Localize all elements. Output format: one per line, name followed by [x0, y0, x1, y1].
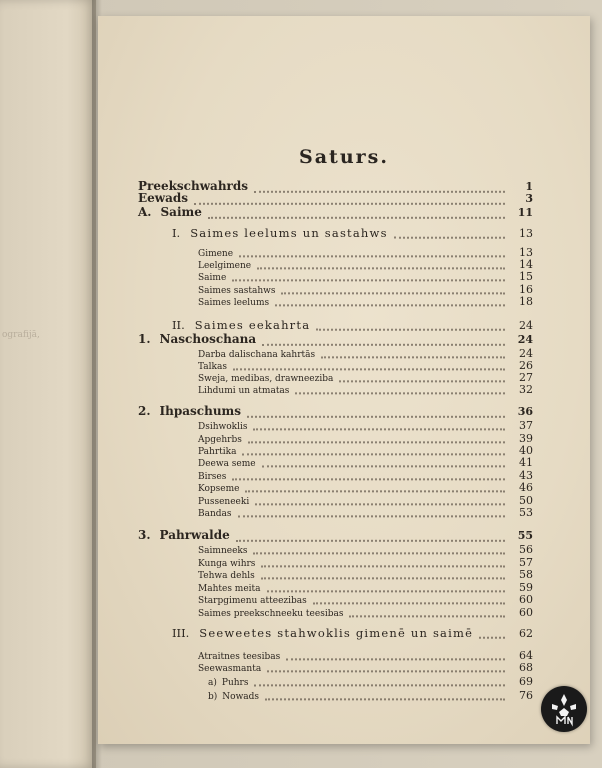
toc-entry — [198, 593, 533, 606]
toc-entry-title: Darba dalischana kahrtās — [198, 350, 316, 360]
toc-dot-leader — [257, 262, 505, 269]
toc-dot-leader — [194, 195, 505, 204]
toc-dot-leader — [208, 209, 505, 218]
toc-entry — [198, 481, 533, 494]
toc-dot-leader — [316, 322, 505, 331]
toc-page-number: 14 — [519, 258, 533, 271]
toc-dot-leader — [245, 485, 505, 492]
toc-entry-title: Seewasmanta — [198, 664, 262, 674]
toc-dot-leader — [313, 597, 505, 604]
toc-entry — [172, 626, 533, 640]
toc-entry-title: Saime — [198, 273, 227, 283]
toc-entry-title: Apgehrbs — [198, 435, 242, 445]
toc-page-number: 13 — [519, 227, 533, 240]
toc-dot-leader — [232, 274, 505, 281]
toc-page-number: 59 — [519, 581, 533, 594]
toc-entry — [172, 318, 533, 332]
toc-page-number: 3 — [525, 192, 533, 205]
toc-entry-title: Atraitnes teesibas — [198, 652, 281, 662]
toc-entry — [208, 689, 533, 702]
toc-entry-title: Pahrwalde — [159, 528, 230, 542]
toc-page-number: 64 — [519, 649, 533, 662]
right-page — [98, 16, 590, 744]
toc-dot-leader — [321, 351, 505, 358]
toc-page-number: 37 — [519, 419, 533, 432]
toc-entry-title: Kunga wihrs — [198, 559, 256, 569]
toc-entry — [198, 383, 533, 396]
toc-entry-title: Eewads — [138, 191, 189, 205]
left-page-bleed-text: ografijā, — [2, 330, 40, 340]
toc-page-number: 69 — [519, 675, 533, 688]
toc-page-number: 39 — [519, 432, 533, 445]
toc-page-number: 24 — [517, 333, 533, 346]
toc-dot-leader — [295, 387, 505, 394]
toc-entry-number: 2. — [138, 404, 151, 418]
toc-entry — [138, 191, 533, 205]
toc-dot-leader — [242, 448, 505, 455]
toc-entry-number: II. — [172, 318, 185, 332]
toc-page-number: 16 — [519, 283, 533, 296]
toc-dot-leader — [239, 250, 505, 257]
toc-page-number: 55 — [517, 529, 533, 542]
toc-entry-number: III. — [172, 626, 190, 640]
toc-page-number: 43 — [519, 469, 533, 482]
toc-entry-title: Seeweetes stahwoklis gimenē un saimē — [199, 626, 474, 640]
toc-dot-leader — [254, 679, 505, 686]
toc-entry-title: Nowads — [222, 692, 260, 702]
toc-entry-title: Saimes leelums un sastahws — [190, 226, 388, 240]
toc-entry — [198, 568, 533, 581]
toc-page-number: 13 — [519, 246, 533, 259]
toc-entry-title: Tehwa dehls — [198, 571, 255, 581]
toc-entry-title: Saime — [160, 205, 202, 219]
toc-page-number: 41 — [519, 456, 533, 469]
toc-dot-leader — [232, 473, 505, 480]
toc-page-number: 15 — [519, 270, 533, 283]
toc-entry-title: Saimneeks — [198, 546, 248, 556]
toc-entry-title: Gimene — [198, 249, 234, 259]
toc-dot-leader — [339, 375, 505, 382]
toc-entry-title: Saimes eekahrta — [194, 318, 311, 332]
toc-entry — [198, 506, 533, 519]
toc-page-number: 56 — [519, 543, 533, 556]
toc-entry-title: Saimes preekschneeku teesibas — [198, 609, 344, 619]
toc-entry — [198, 456, 533, 469]
toc-entry-title: Leelgimene — [198, 261, 252, 271]
toc-dot-leader — [275, 299, 505, 306]
toc-page-number: 68 — [519, 661, 533, 674]
toc-entry — [138, 404, 533, 418]
toc-page-number: 1 — [525, 180, 533, 193]
toc-dot-leader — [349, 610, 505, 617]
toc-entry-number: I. — [172, 226, 181, 240]
toc-entry — [198, 606, 533, 619]
toc-dot-leader — [261, 572, 505, 579]
toc-page-number: 60 — [519, 606, 533, 619]
toc-page-number: 57 — [519, 556, 533, 569]
toc-page-number: 27 — [519, 371, 533, 384]
toc-page-number: 53 — [519, 506, 533, 519]
toc-entry — [198, 419, 533, 432]
toc-page-number: 62 — [519, 627, 533, 640]
left-page — [0, 0, 96, 768]
toc-entry-title: Bandas — [198, 509, 232, 519]
toc-entry — [138, 528, 533, 542]
toc-entry — [198, 295, 533, 308]
toc-entry-title: Pahrtika — [198, 447, 237, 457]
toc-entry-title: Talkas — [198, 362, 227, 372]
toc-entry-title: Sweja, medibas, drawneeziba — [198, 374, 334, 384]
toc-dot-leader — [479, 630, 505, 639]
toc-dot-leader — [255, 498, 505, 505]
toc-entry-title: Kopseme — [198, 484, 240, 494]
toc-dot-leader — [286, 653, 505, 660]
toc-entry-title: Pusseneeki — [198, 497, 250, 507]
toc-entry — [138, 205, 533, 219]
toc-page-number: 18 — [519, 295, 533, 308]
toc-entry-title: Preekschwahrds — [138, 179, 249, 193]
toc-entry — [208, 675, 533, 688]
toc-entry-title: Deewa seme — [198, 459, 256, 469]
toc-entry-number: 3. — [138, 528, 151, 542]
toc-dot-leader — [281, 287, 505, 294]
toc-entry — [198, 270, 533, 283]
toc-page-number: 36 — [517, 405, 533, 418]
toc-entry-title: Naschoschana — [159, 332, 257, 346]
toc-entry-number: 1. — [138, 332, 151, 346]
toc-page-number: 40 — [519, 444, 533, 457]
toc-entry-title: Puhrs — [221, 678, 249, 688]
toc-dot-leader — [262, 336, 505, 345]
toc-dot-leader — [267, 665, 505, 672]
toc-dot-leader — [394, 230, 505, 239]
toc-entry-number: A. — [138, 205, 152, 219]
page-title: Saturs. — [299, 146, 389, 168]
toc-dot-leader — [236, 532, 505, 541]
toc-entry — [138, 332, 533, 346]
toc-dot-leader — [233, 363, 505, 370]
toc-dot-leader — [253, 547, 505, 554]
toc-entry — [198, 661, 533, 674]
toc-entry-title: Starpgimenu atteezibas — [198, 596, 307, 606]
toc-dot-leader — [238, 510, 505, 517]
toc-entry-title: Dsihwoklis — [198, 422, 248, 432]
toc-entry-number: b) — [208, 692, 218, 702]
toc-page-number: 58 — [519, 568, 533, 581]
toc-entry-title: Saimes sastahws — [198, 286, 276, 296]
toc-entry-title: Birses — [198, 472, 227, 482]
toc-entry-title: Mahtes meita — [198, 584, 261, 594]
toc-page-number: 50 — [519, 494, 533, 507]
toc-page-number: 46 — [519, 481, 533, 494]
toc-page-number: 24 — [519, 347, 533, 360]
toc-dot-leader — [265, 693, 505, 700]
toc-entry-title: Ihpaschums — [159, 404, 241, 418]
toc-page-number: 11 — [517, 206, 533, 219]
toc-page-number: 26 — [519, 359, 533, 372]
toc-dot-leader — [248, 436, 505, 443]
seal-logo-icon — [541, 686, 587, 732]
toc-dot-leader — [247, 408, 505, 417]
toc-page-number: 60 — [519, 593, 533, 606]
toc-page-number: 24 — [519, 319, 533, 332]
toc-entry — [172, 226, 533, 240]
toc-dot-leader — [267, 585, 505, 592]
toc-entry — [198, 543, 533, 556]
toc-page-number: 32 — [519, 383, 533, 396]
toc-entry-number: a) — [208, 678, 217, 688]
toc-page-number: 76 — [519, 689, 533, 702]
toc-dot-leader — [261, 560, 505, 567]
toc-entry-title: Lihdumi un atmatas — [198, 386, 290, 396]
toc-dot-leader — [262, 460, 505, 467]
toc-dot-leader — [253, 423, 505, 430]
toc-entry-title: Saimes leelums — [198, 298, 270, 308]
